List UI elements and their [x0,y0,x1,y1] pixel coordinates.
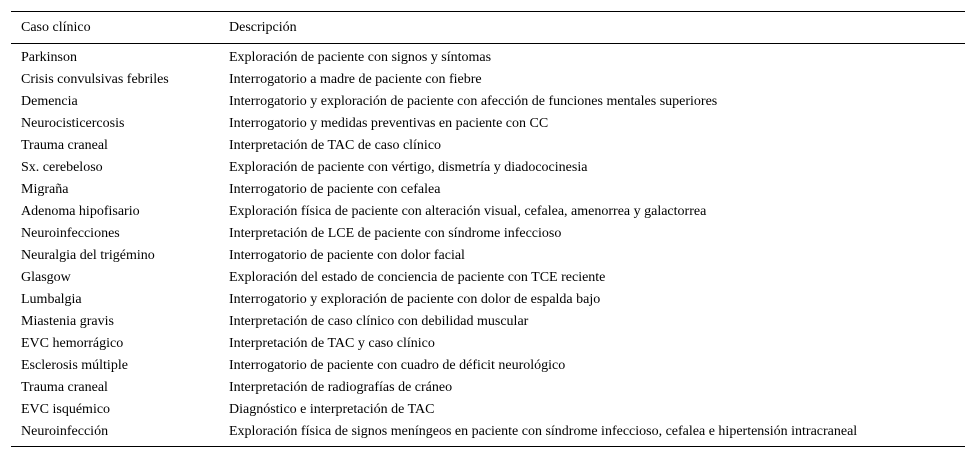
description-cell: Interrogatorio y medidas preventivas en paciente con CC [229,116,549,131]
table-row [11,91,965,113]
description-cell: Diagnóstico e interpretación de TAC [229,402,435,417]
case-cell: Lumbalgia [21,292,82,307]
description-cell: Interrogatorio de paciente con cuadro de déficit neurológico [229,358,566,373]
description-cell: Exploración física de paciente con alteración visual, cefalea, amenorrea y galactorrea [229,204,707,219]
table-row [11,399,965,421]
case-cell: EVC hemorrágico [21,336,124,351]
description-cell: Interrogatorio a madre de paciente con fiebre [229,72,482,87]
description-cell: Interrogatorio y exploración de paciente con dolor de espalda bajo [229,292,601,307]
case-cell: Neuralgia del trigémino [21,248,155,263]
table-row [11,289,965,311]
description-cell: Interrogatorio de paciente con cefalea [229,182,441,197]
case-cell: Sx. cerebeloso [21,160,103,175]
table-row [11,69,965,91]
description-cell: Exploración de paciente con signos y síntomas [229,50,492,65]
case-cell: Trauma craneal [21,380,108,395]
case-cell: Esclerosis múltiple [21,358,128,373]
clinical-cases-table-container [11,11,965,447]
description-cell: Interpretación de TAC de caso clínico [229,138,442,153]
table-row [11,245,965,267]
case-cell: EVC isquémico [21,402,111,417]
table-row [11,333,965,355]
description-cell: Exploración del estado de conciencia de paciente con TCE reciente [229,270,606,285]
description-cell: Exploración de paciente con vértigo, dismetría y diadococinesia [229,160,588,175]
table-row [11,157,965,179]
table-row [11,377,965,399]
case-cell: Crisis convulsivas febriles [21,72,169,87]
description-cell: Interpretación de TAC y caso clínico [229,336,435,351]
case-cell: Neuroinfecciones [21,226,120,241]
header-row [11,12,965,44]
case-cell: Neuroinfección [21,424,109,439]
header-description: Descripción [229,19,297,35]
table-row [11,355,965,377]
table-body [11,44,965,447]
case-cell: Adenoma hipofisario [21,204,140,219]
clinical-cases-table [11,11,965,447]
table-row [11,223,965,245]
table-header [11,12,965,44]
header-case: Caso clínico [21,19,91,35]
table-row [11,201,965,223]
case-cell: Migraña [21,182,69,197]
table-row [11,311,965,333]
table-row [11,135,965,157]
case-cell: Neurocisticercosis [21,116,125,131]
table-row [11,179,965,201]
description-cell: Interpretación de LCE de paciente con síndrome infeccioso [229,226,562,241]
table-row [11,113,965,135]
table-row [11,44,965,70]
description-cell: Interpretación de caso clínico con debilidad muscular [229,314,529,329]
description-cell: Interpretación de radiografías de cráneo [229,380,453,395]
description-cell: Interrogatorio y exploración de paciente con afección de funciones mentales superiores [229,94,718,109]
description-cell: Interrogatorio de paciente con dolor facial [229,248,465,263]
case-cell: Glasgow [21,270,71,285]
table-row [11,421,965,447]
case-cell: Trauma craneal [21,138,108,153]
case-cell: Miastenia gravis [21,314,114,329]
description-cell: Exploración física de signos meníngeos en paciente con síndrome infeccioso, cefalea e hipertensión intracraneal [229,424,858,439]
table-row [11,267,965,289]
case-cell: Parkinson [21,50,77,65]
case-cell: Demencia [21,94,78,109]
